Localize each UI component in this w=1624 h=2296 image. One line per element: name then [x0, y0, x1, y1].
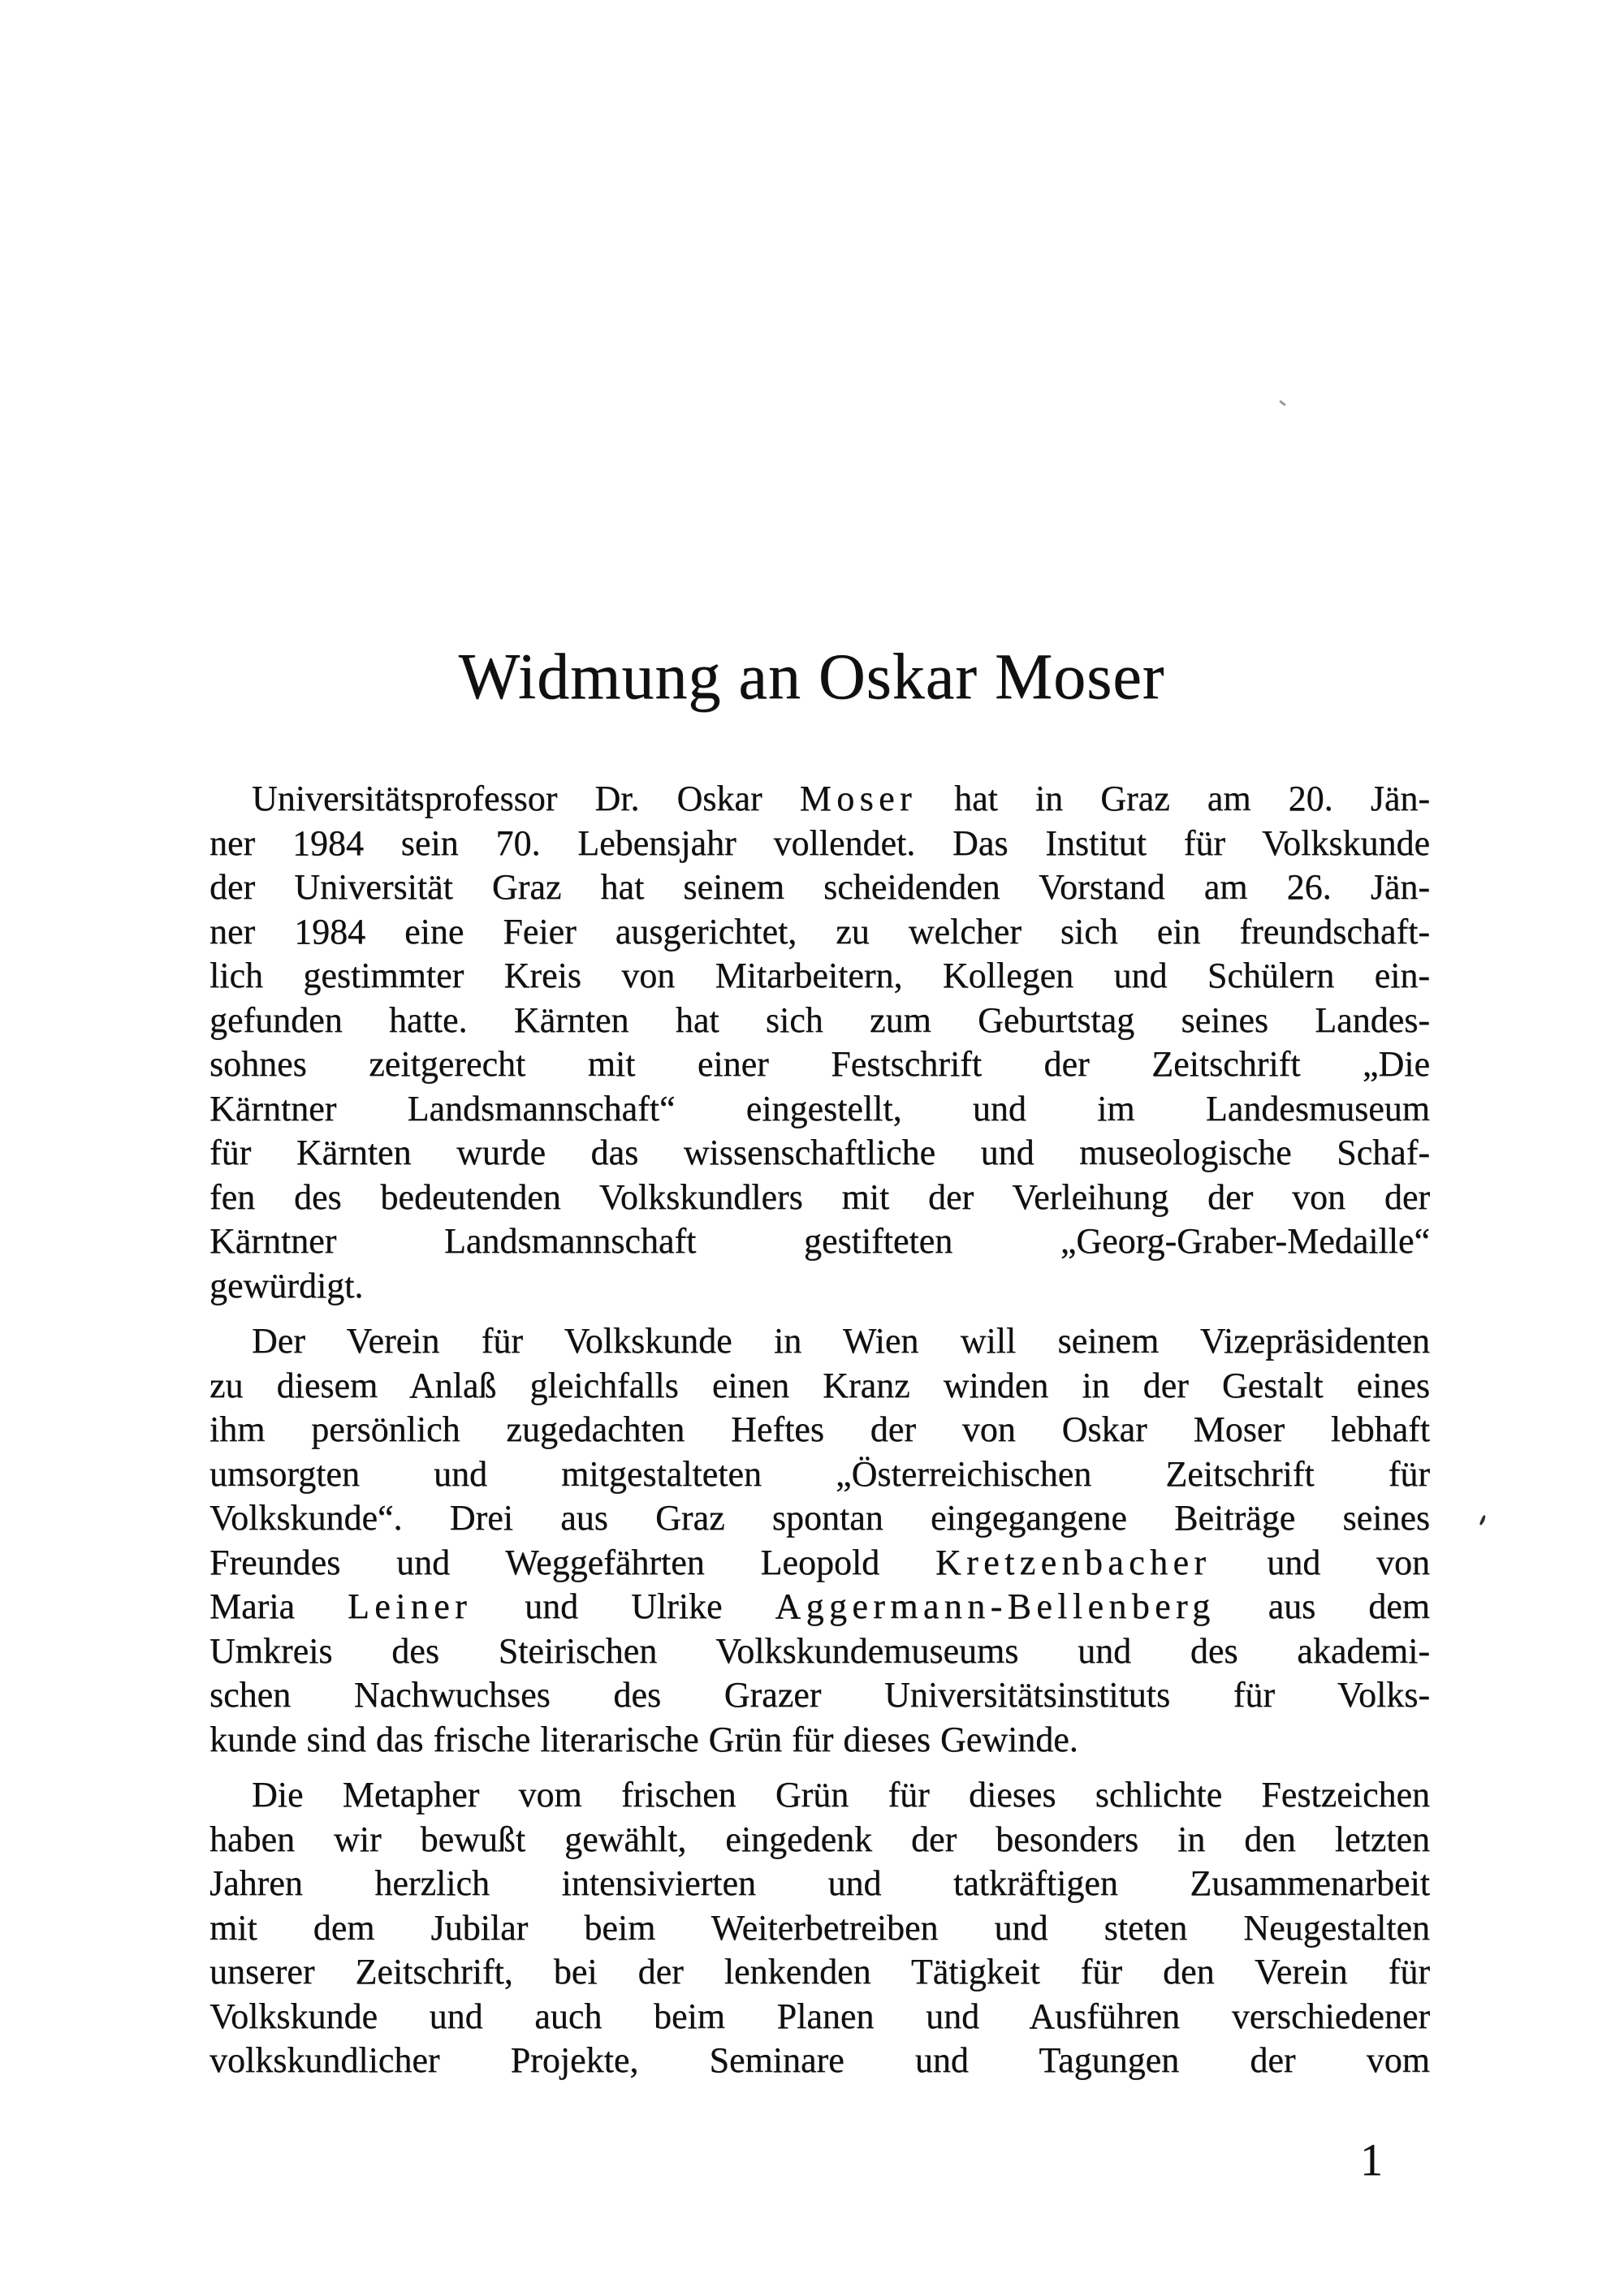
letterspaced-name: Aggermann-Bellenberg — [775, 1586, 1216, 1626]
text-line: zu diesem Anlaß gleichfalls einen Kranz winden in der Gestalt eines — [209, 1365, 1430, 1405]
text-line: ner 1984 eine Feier ausgerichtet, zu welcher sich ein freundschaft- — [209, 911, 1430, 952]
text-line: mit dem Jubilar beim Weiterbetreiben und steten Neugestalten — [209, 1907, 1430, 1948]
page-title: Widmung an Oskar Moser — [458, 641, 1165, 713]
text-line: umsorgten und mitgestalteten „Österreichischen Zeitschrift für — [209, 1453, 1430, 1494]
scan-speck-faint — [1279, 400, 1286, 407]
text-line: Umkreis des Steirischen Volkskundemuseums und des akademi- — [209, 1630, 1430, 1671]
text-line: für Kärnten wurde das wissenschaftliche und museologische Schaf- — [209, 1133, 1430, 1172]
text-line: fen des bedeutenden Volkskundlers mit der Verleihung der von der — [209, 1176, 1430, 1217]
text-line: ihm persönlich zugedachten Heftes der von Oskar Moser lebhaft — [209, 1409, 1430, 1449]
text-line: Maria Leiner und Ulrike Aggermann-Bellenberg aus dem — [209, 1586, 1430, 1626]
text-line: Die Metapher vom frischen Grün für dieses schlichte Festzeichen — [252, 1775, 1430, 1815]
text-line: haben wir bewußt gewählt, eingedenk der besonders in den letzten — [209, 1819, 1430, 1859]
text-line: Volkskunde und auch beim Planen und Ausführen verschiedener — [209, 1996, 1430, 2036]
text-line: Volkskunde“. Drei aus Graz spontan eingegangene Beiträge seines — [209, 1498, 1430, 1538]
text-line: Der Verein für Volkskunde in Wien will seinem Vizepräsidenten — [252, 1321, 1430, 1361]
text-line: Jahren herzlich intensivierten und tatkräftigen Zusammenarbeit — [209, 1863, 1430, 1903]
text-line: kunde sind das frische literarische Grün für dieses Gewinde. — [209, 1719, 1078, 1759]
text-line: Kärntner Landsmannschaft gestifteten „Georg-Graber-Medaille“ — [209, 1221, 1430, 1261]
page-number: 1 — [1360, 2135, 1383, 2186]
text-line: gefunden hatte. Kärnten hat sich zum Geburtstag seines Landes- — [209, 999, 1430, 1040]
text-line: Freundes und Weggefährten Leopold Kretzenbacher und von — [209, 1542, 1430, 1582]
body-text — [209, 777, 1430, 2083]
text-line: der Universität Graz hat seinem scheidenden Vorstand am 26. Jän- — [209, 867, 1430, 907]
letterspaced-name: Kretzenbacher — [935, 1542, 1212, 1582]
text-line: volkskundlicher Projekte, Seminare und Tagungen der vom — [209, 2040, 1430, 2080]
text-line: Universitätsprofessor Dr. Oskar Moser hat in Graz am 20. Jän- — [252, 779, 1430, 818]
text-line: unserer Zeitschrift, bei der lenkenden Tätigkeit für den Verein für — [209, 1952, 1430, 1992]
text-line: schen Nachwuchses des Grazer Universitätsinstituts für Volks- — [209, 1675, 1430, 1715]
text-line: Kärntner Landsmannschaft“ eingestellt, und im Landesmuseum — [209, 1088, 1430, 1129]
text-line: lich gestimmter Kreis von Mitarbeitern, Kollegen und Schülern ein- — [209, 956, 1430, 995]
paragraph — [209, 1319, 1430, 1762]
paragraph — [209, 1773, 1430, 2083]
scan-speck-dark — [1479, 1515, 1487, 1526]
text-line: ner 1984 sein 70. Lebensjahr vollendet. Das Institut für Volkskunde — [209, 822, 1430, 863]
text-line: gewürdigt. — [209, 1265, 364, 1306]
text-line: sohnes zeitgerecht mit einer Festschrift der Zeitschrift „Die — [209, 1044, 1430, 1084]
letterspaced-name: Leiner — [348, 1586, 473, 1626]
letterspaced-name: Moser — [799, 779, 918, 818]
paragraph — [209, 777, 1430, 1308]
